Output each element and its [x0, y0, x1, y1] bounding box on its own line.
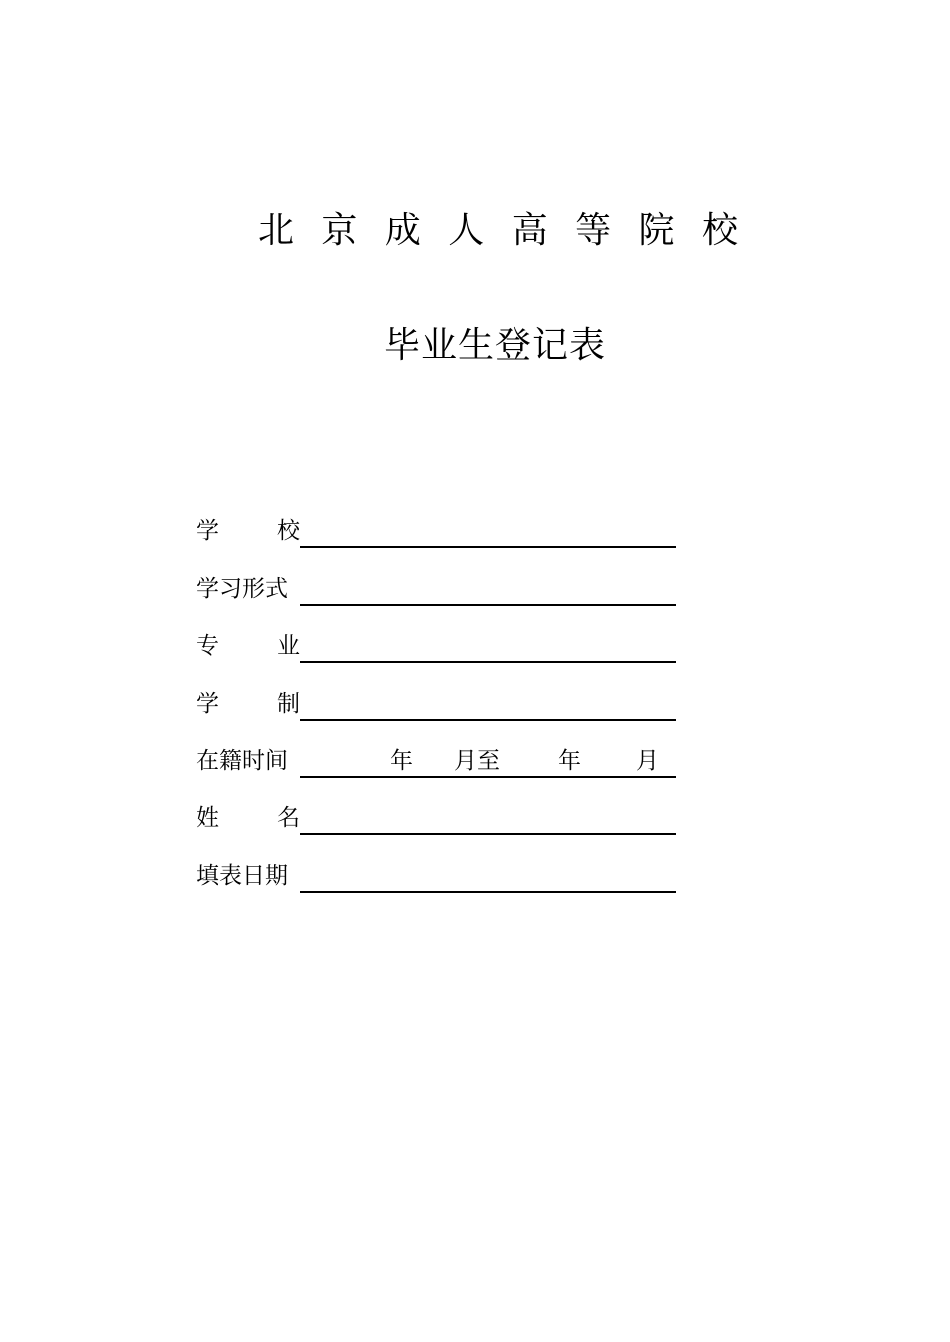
enrollment-underline[interactable]	[300, 776, 676, 778]
enrollment-start-month: 月至	[454, 748, 500, 774]
duration-input[interactable]	[304, 689, 672, 719]
school-underline	[300, 546, 676, 548]
duration-underline	[300, 719, 676, 721]
name-input[interactable]	[304, 803, 672, 833]
fill-date-underline	[300, 891, 676, 893]
title-char: 北	[258, 210, 295, 251]
document-subtitle: 毕业生登记表	[384, 325, 607, 366]
name-label: 姓 名	[196, 805, 300, 831]
study-form-underline	[300, 604, 676, 606]
fill-date-input[interactable]	[304, 861, 672, 891]
major-input[interactable]	[304, 631, 672, 661]
title-char: 院	[638, 210, 675, 251]
enrollment-label: 在籍时间	[196, 748, 288, 774]
enrollment-start-year: 年	[390, 748, 413, 774]
fill-date-label: 填表日期	[196, 863, 288, 889]
study-form-label: 学习形式	[196, 576, 288, 602]
title-char: 京	[321, 210, 358, 251]
duration-field	[196, 687, 676, 721]
major-underline	[300, 661, 676, 663]
title-char: 成	[384, 210, 421, 251]
name-underline	[300, 833, 676, 835]
title-char: 校	[701, 210, 738, 251]
study-form-input[interactable]	[304, 574, 672, 604]
school-label: 学 校	[196, 518, 300, 544]
title-char: 高	[511, 210, 548, 251]
enrollment-end-year: 年	[558, 748, 581, 774]
school-field	[196, 514, 676, 548]
name-field	[196, 801, 676, 835]
fill-date-field	[196, 859, 676, 893]
major-field	[196, 629, 676, 663]
duration-label: 学 制	[196, 691, 300, 717]
school-input[interactable]	[304, 516, 672, 546]
enrollment-end-month: 月	[636, 748, 659, 774]
document-title	[258, 206, 738, 256]
study-form-field	[196, 572, 676, 606]
title-char: 人	[448, 210, 485, 251]
major-label: 专 业	[196, 633, 300, 659]
enrollment-field	[196, 744, 676, 778]
title-char: 等	[575, 210, 612, 251]
